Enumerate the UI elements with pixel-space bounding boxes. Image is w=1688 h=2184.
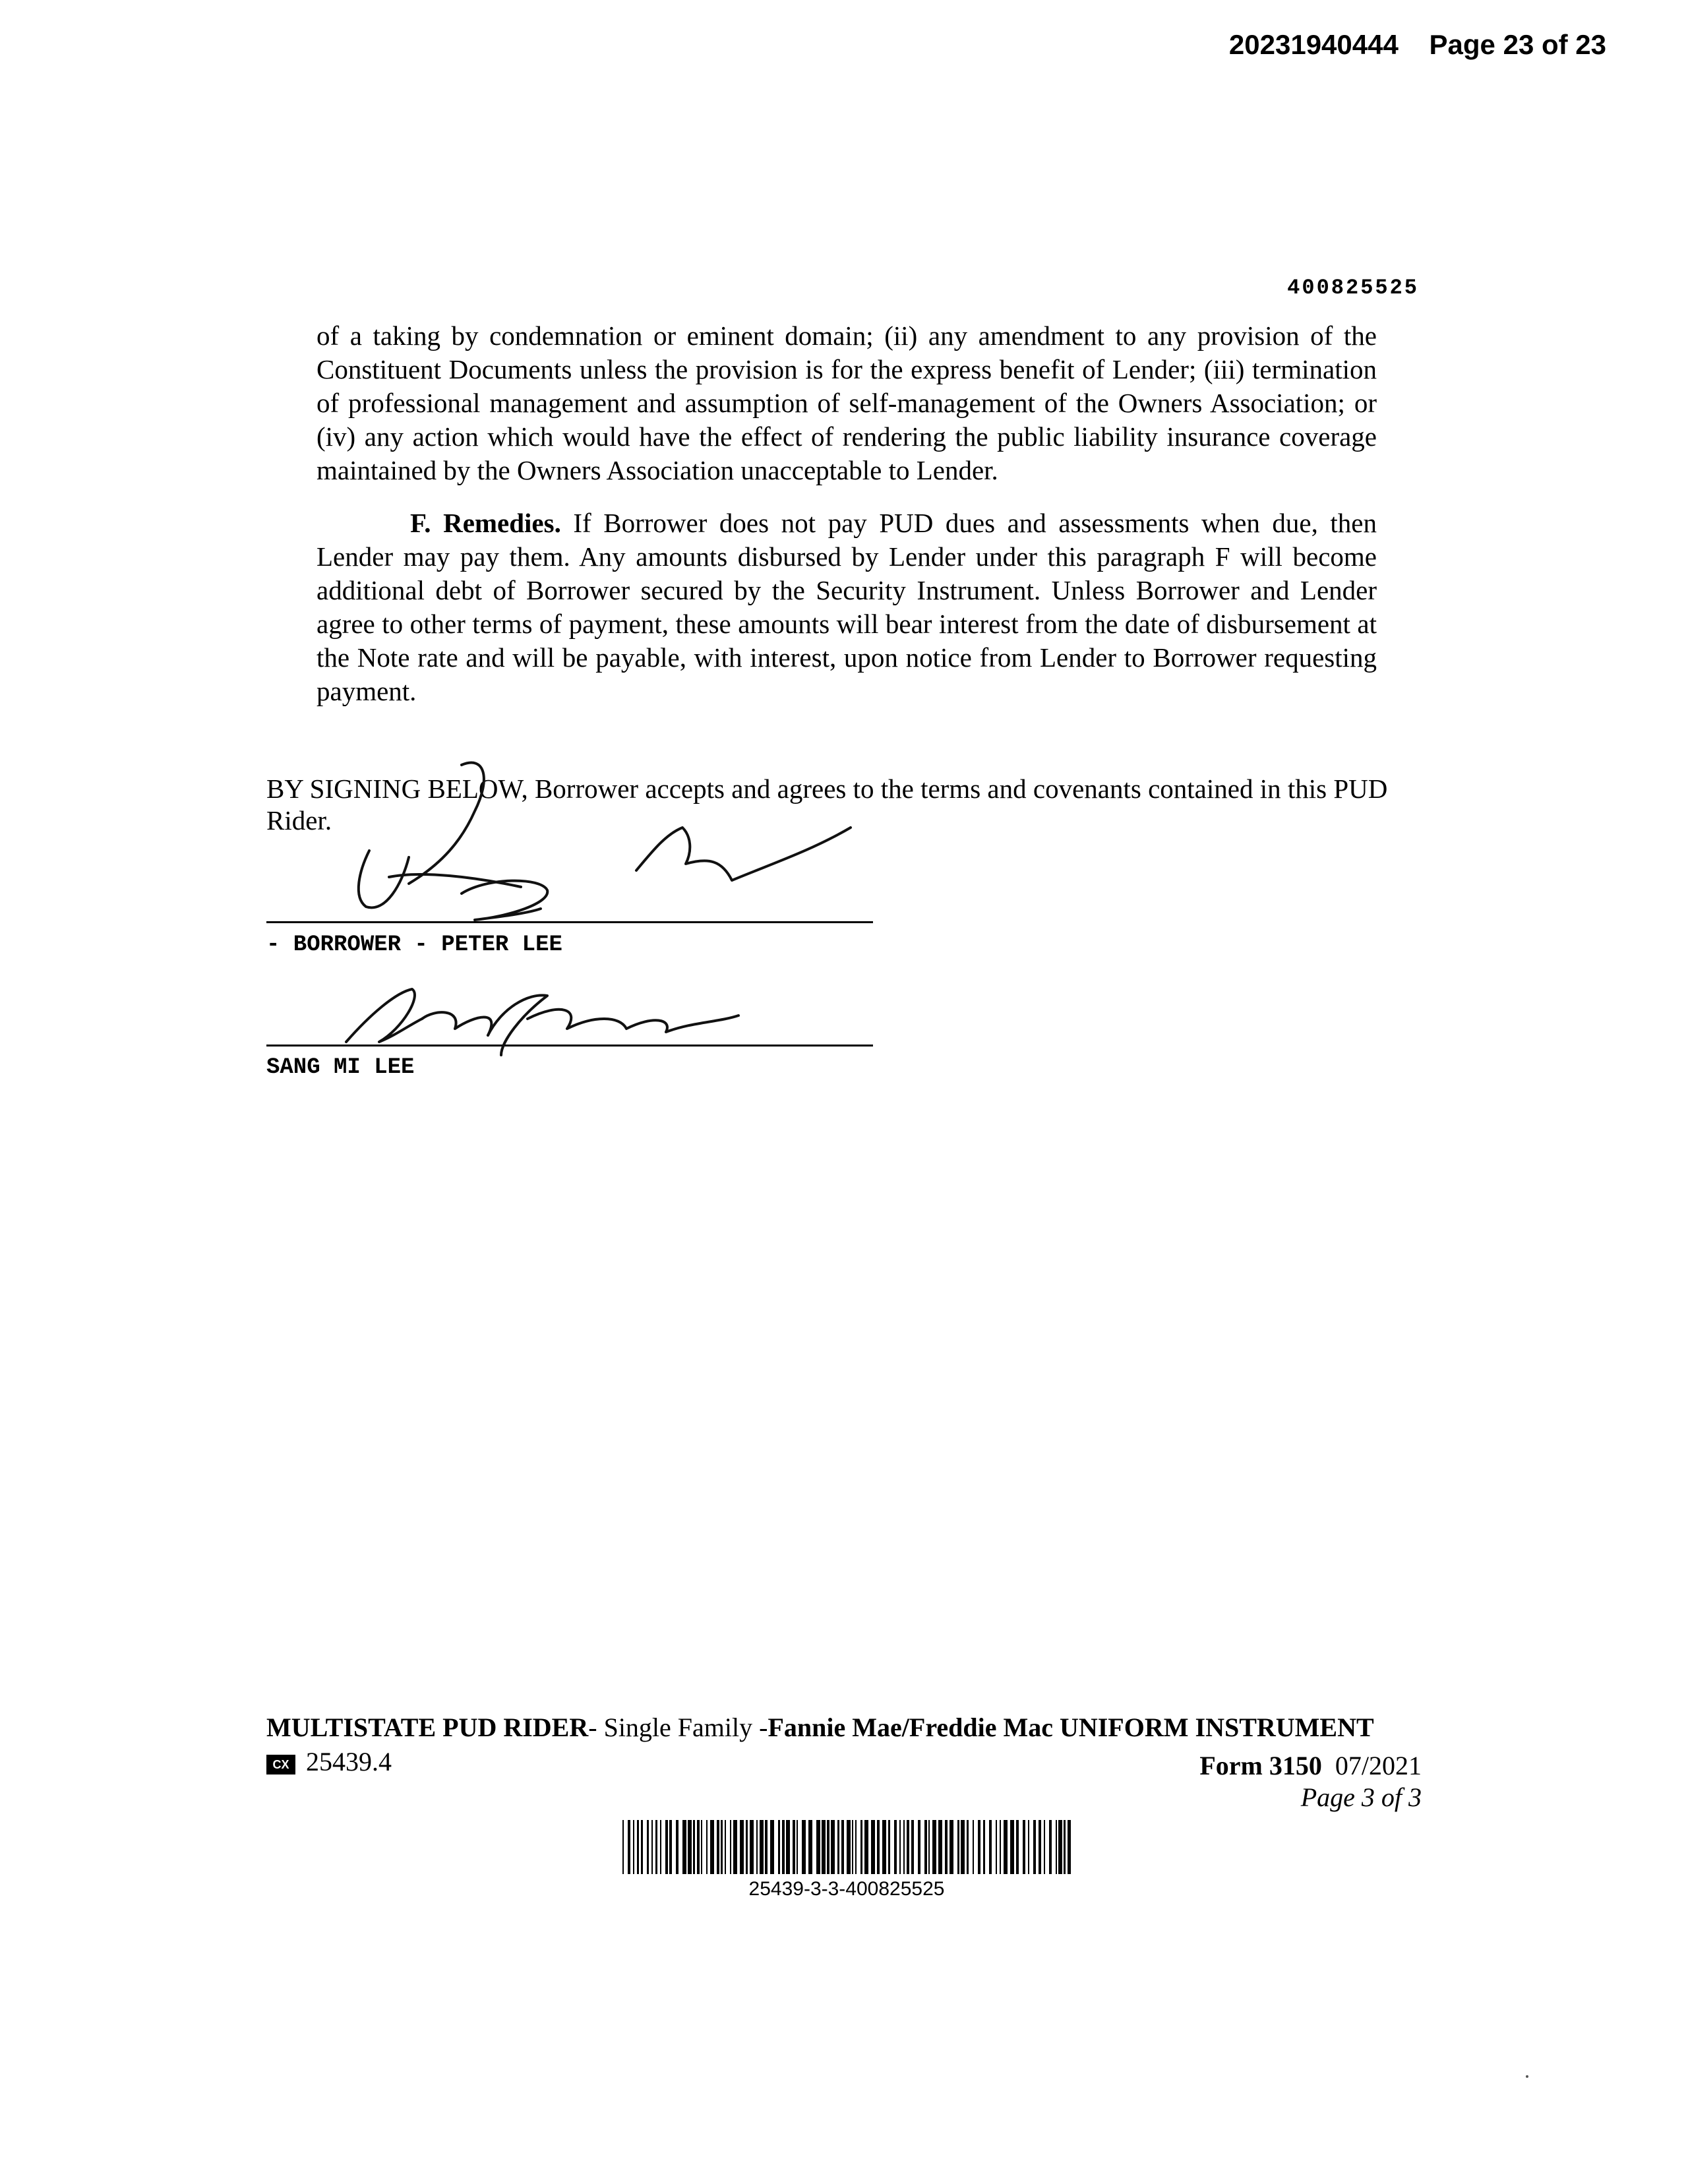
barcode-bar [633,1820,634,1874]
barcode-bar [899,1820,901,1874]
barcode-bar [628,1820,630,1874]
form-number [1199,1750,1422,1781]
barcode-bar [725,1820,726,1874]
signature-2-stroke-c [488,995,547,1055]
barcode-bar [782,1820,785,1874]
signature-1-stroke-vertical [359,851,409,907]
barcode-bar [797,1820,798,1874]
barcode-bar [1068,1820,1071,1874]
barcode-bar [808,1820,812,1874]
barcode-bar [945,1820,948,1874]
barcode-bar [802,1820,806,1874]
signature-1-stroke-wave [636,828,851,880]
barcode-bar [710,1820,714,1874]
body-paragraph-1: of a taking by condemnation or eminent domain; (ii) any amendment to any provision of the Constituent Documents unless the provision is for the express benefit of Lender; (iii) termination of professional management and assumption of self-management of the Owners Association; or (iv) any action which would have the effect of rendering the public liability insurance coverage maintained by the Owners Association unacceptable to Lender. [316,320,1377,485]
signature-2-stroke-d [528,1010,738,1032]
barcode-bar [837,1820,839,1874]
barcode-bar [688,1820,692,1874]
form-page-number: Page 3 of 3 [1300,1782,1422,1812]
barcode-bar [721,1820,723,1874]
signature-1-stroke-loop [409,762,484,884]
barcode-bar [793,1820,795,1874]
barcode-bar [877,1820,880,1874]
barcode-bar [1039,1820,1041,1874]
barcode-bar [760,1820,764,1874]
form-title [266,1712,1374,1743]
barcode-bar [660,1820,661,1874]
recording-page-stamp: 20231940444 Page 23 of 23 [1228,29,1606,60]
barcode-bar [676,1820,678,1874]
barcode-bar [961,1820,965,1874]
barcode-bar [651,1820,653,1874]
barcode-bar [855,1820,857,1874]
barcode-bar [957,1820,959,1874]
barcode-bar [1044,1820,1045,1874]
signature-2-stroke-a [346,989,422,1042]
barcode-bar [665,1820,668,1874]
barcode-bar [697,1820,700,1874]
signer-1-name: - BORROWER - PETER LEE [266,932,562,957]
barcode-bar [733,1820,737,1874]
barcode-bar [1028,1820,1029,1874]
barcode-bar [750,1820,754,1874]
barcode-bar [852,1820,853,1874]
form-title-part-3: Fannie Mae/Freddie Mac UNIFORM INSTRUMENT [768,1713,1374,1742]
barcode-bar [888,1820,890,1874]
barcode-bar [622,1820,624,1874]
scan-speck [1526,2075,1528,2078]
barcode-bar [932,1820,936,1874]
barcode-bar [706,1820,708,1874]
barcode-bar [1010,1820,1014,1874]
form-code-number: 25439.4 [306,1747,392,1776]
barcode-bar [1033,1820,1036,1874]
form-title-part-2: - Single Family - [588,1713,768,1742]
barcode-bar [682,1820,686,1874]
signature-1-stroke-d [462,881,547,920]
barcode-bar [717,1820,719,1874]
barcode-bar [1056,1820,1057,1874]
barcode-bar [973,1820,974,1874]
barcode-bar [693,1820,695,1874]
barcode-bar [996,1820,997,1874]
signature-2-stroke-b [422,1012,491,1035]
barcode-bar [730,1820,731,1874]
barcode-bar [938,1820,942,1874]
barcode-bar [978,1820,980,1874]
barcode-bar [701,1820,702,1874]
form-date: 07/2021 [1335,1751,1422,1780]
barcode-bar [770,1820,774,1874]
barcode-bar [1000,1820,1001,1874]
barcode-image [622,1820,1071,1874]
barcode-bar [860,1820,862,1874]
barcode-bar [911,1820,914,1874]
barcode-bar [669,1820,672,1874]
barcode-bar [637,1820,639,1874]
barcode-bar [1064,1820,1066,1874]
loan-number: 400825525 [1287,276,1419,300]
barcode-bar [778,1820,780,1874]
barcode-bar [740,1820,744,1874]
barcode-text: 25439-3-3-400825525 [748,1878,945,1900]
barcode-bar [894,1820,897,1874]
barcode-bar [847,1820,851,1874]
form-label: Form 3150 [1199,1751,1322,1780]
barcode-bar [907,1820,909,1874]
barcode-bar [841,1820,844,1874]
remedies-heading: F. Remedies. [410,508,561,538]
barcode-bar [765,1820,768,1874]
barcode-bar [786,1820,790,1874]
barcode-bar [831,1820,835,1874]
barcode-bar [924,1820,927,1874]
barcode-bar [827,1820,829,1874]
barcode-bar [1023,1820,1025,1874]
barcode-bar [864,1820,868,1874]
barcode-bar [871,1820,875,1874]
barcode-bar [641,1820,643,1874]
barcode-bar [655,1820,657,1874]
barcode-bar [756,1820,758,1874]
barcode-bar [950,1820,953,1874]
signer-2-name: SANG MI LEE [266,1055,415,1080]
barcode-bar [928,1820,930,1874]
barcode-bar [983,1820,985,1874]
barcode-bar [1004,1820,1008,1874]
barcode-bar [647,1820,649,1874]
barcode-bar [822,1820,826,1874]
barcode-bar [967,1820,969,1874]
barcode-bar [882,1820,886,1874]
barcode-bar [1016,1820,1019,1874]
remedies-text: If Borrower does not pay PUD dues and assessments when due, then Lender may pay them. Any amounts disbursed by Lender under this paragraph F will become additional debt of Borrower secured by the Security Instrument. Unless Borrower and Lender agree to other terms of payment, these amounts will bear interest from the date of disbursement at the Note rate and will be payable, with interest, upon notice from Lender to Borrower requesting payment. [316,508,1377,706]
signing-statement: BY SIGNING BELOW, Borrower accepts and agrees to the terms and covenants contained in this PUD Rider. [266,774,1388,835]
barcode-bar [816,1820,820,1874]
barcode-bar [989,1820,992,1874]
barcode-bar [1058,1820,1062,1874]
barcode-bar [1049,1820,1052,1874]
barcode-bar [903,1820,905,1874]
barcode-bar [918,1820,920,1874]
barcode-bar [746,1820,748,1874]
form-code [266,1746,392,1777]
form-title-part-1: MULTISTATE PUD RIDER [266,1713,589,1742]
cx-logo-icon: CX [266,1755,295,1774]
